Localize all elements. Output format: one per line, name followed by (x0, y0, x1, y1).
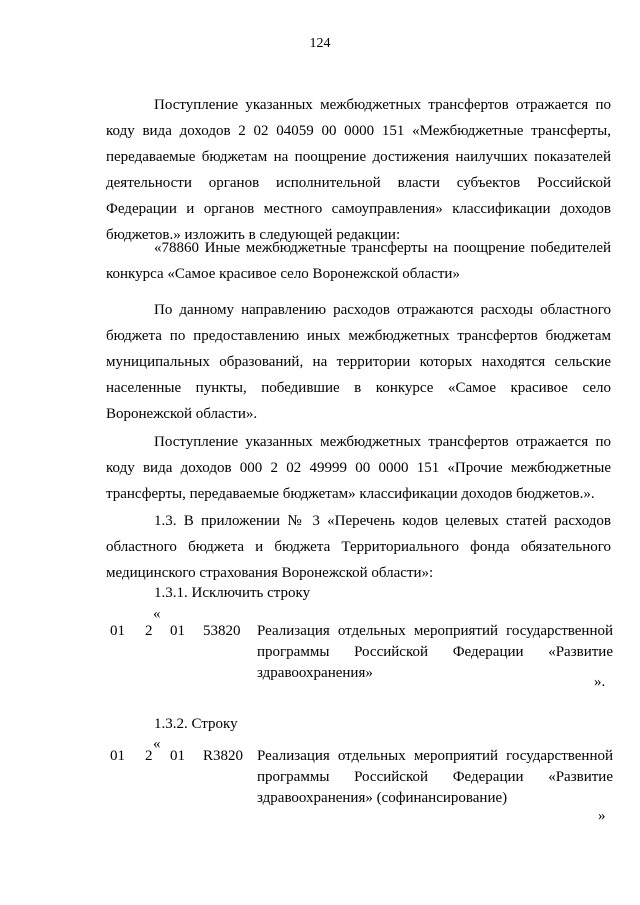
paragraph-income-receipt-2: Поступление указанных межбюджетных трансфертов отражается по коду вида доходов 000 2 02 49999 00 0000 151 «Прочие межбюджетные трансферты, передаваемые бюджетам» классификации доходов бюджетов.». (106, 434, 611, 502)
item2-description-line-1: Реализация отдельных мероприятий государственной (257, 748, 613, 764)
paragraph-income-receipt: Поступление указанных межбюджетных трансфертов отражается по коду вида доходов 2 02 04059 00 0000 151 «Межбюджетные трансферты, передаваемые бюджетам на поощрение достижения наилучших показателей деятельности органов исполнительной власти субъектов Российской Федерации и органов местного самоуправления» классификации доходов бюджетов.» изложить в следующей редакции: (106, 97, 611, 243)
item1-description-line-1: Реализация отдельных мероприятий государственной (257, 623, 613, 639)
item2-description (257, 746, 613, 809)
item2-close-quote: » (598, 808, 606, 824)
item1-code-subprogram: 2 (145, 623, 153, 639)
item2-description-line-3: здравоохранения» (софинансирование) (257, 790, 508, 806)
item1-code-program: 01 (110, 623, 125, 639)
item1-code-event: 01 (170, 623, 185, 639)
item2-description-line-2: программы Российской Федерации «Развитие (257, 769, 613, 785)
item1-description (257, 621, 613, 684)
item2-heading: 1.3.2. Строку (154, 716, 238, 732)
page-number: 124 (309, 36, 331, 51)
item2-code-program: 01 (110, 748, 125, 764)
item1-description-line-2: программы Российской Федерации «Развитие (257, 644, 613, 660)
item1-description-line-3: здравоохранения» (257, 665, 373, 681)
item2-code-subprogram: 2 (145, 748, 153, 764)
item1-open-quote: « (153, 606, 161, 622)
item2-code-direction: R3820 (203, 748, 244, 764)
paragraph-expense-direction: По данному направлению расходов отражаются расходы областного бюджета по предоставлению иных межбюджетных трансфертов бюджетам муниципальных образований, на территории которых находятся сельские населенные пункты, победившие в конкурсе «Самое красивое село Воронежской области». (106, 302, 611, 422)
paragraph-appendix-3: 1.3. В приложении № 3 «Перечень кодов целевых статей расходов областного бюджета и бюджета Территориального фонда обязательного медицинского страхования Воронежской области»: (106, 513, 611, 581)
item1-heading: 1.3.1. Исключить строку (154, 585, 311, 601)
item2-code-event: 01 (170, 748, 185, 764)
item2-open-quote: « (153, 736, 161, 752)
item1-close-quote: ». (594, 674, 606, 690)
paragraph-new-wording: «78860 Иные межбюджетные трансферты на поощрение победителей конкурса «Самое красивое село Воронежской области» (106, 240, 611, 282)
item1-code-direction: 53820 (203, 623, 241, 639)
